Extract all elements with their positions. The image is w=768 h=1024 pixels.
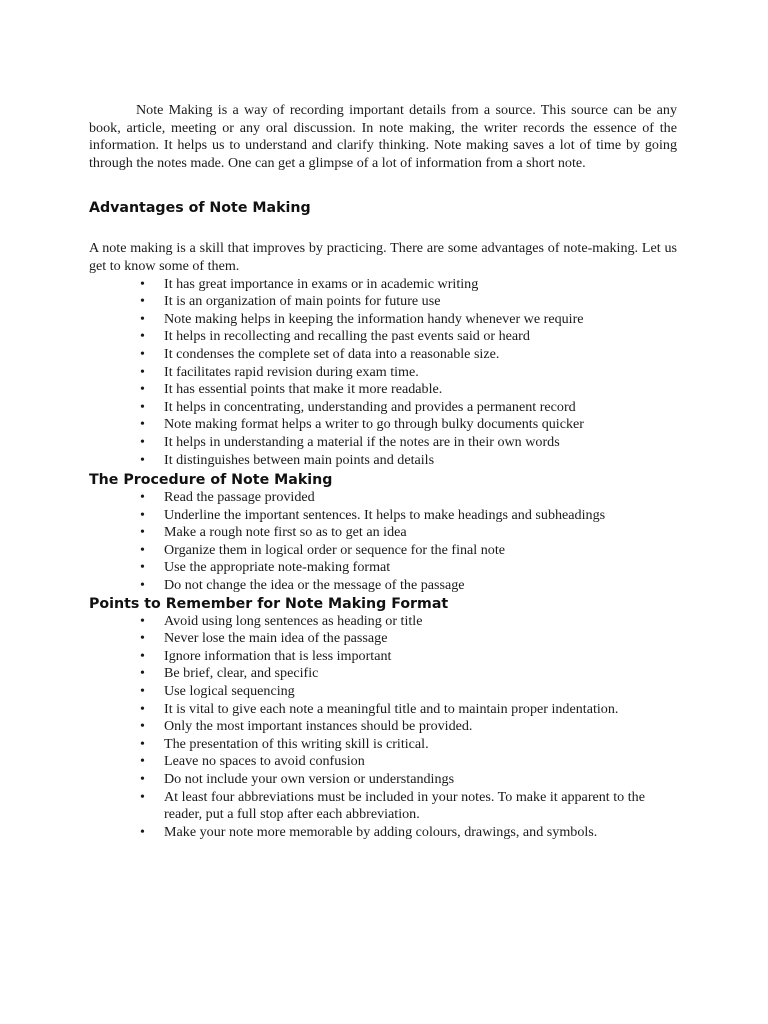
points-heading: Points to Remember for Note Making Format bbox=[89, 595, 449, 612]
procedure-list bbox=[89, 489, 677, 595]
list-item: • It is vital to give each note a meaningful title and to maintain proper indentation. bbox=[89, 701, 677, 719]
list-item: • Avoid using long sentences as heading or title bbox=[89, 613, 677, 631]
list-item: • It has essential points that make it more readable. bbox=[89, 381, 677, 399]
list-item: • Read the passage provided bbox=[89, 489, 677, 507]
list-item: • Only the most important instances should be provided. bbox=[89, 718, 677, 736]
list-item: • Use logical sequencing bbox=[89, 683, 677, 701]
advantages-list bbox=[89, 276, 677, 470]
list-item: • Make a rough note first so as to get an idea bbox=[89, 524, 677, 542]
list-item: • It is an organization of main points for future use bbox=[89, 293, 677, 311]
list-item: • Be brief, clear, and specific bbox=[89, 665, 677, 683]
list-item: • Organize them in logical order or sequence for the final note bbox=[89, 542, 677, 560]
list-item: • It helps in concentrating, understanding and provides a permanent record bbox=[89, 399, 677, 417]
list-item: • It helps in understanding a material if the notes are in their own words bbox=[89, 434, 677, 452]
list-item: • Note making format helps a writer to go through bulky documents quicker bbox=[89, 416, 677, 434]
points-list bbox=[89, 613, 677, 842]
intro-paragraph: Note Making is a way of recording important details from a source. This source can be any book, article, meeting or any oral discussion. In note making, the writer records the essence of the information. It helps us to understand and clarify thinking. Note making saves a lot of time by going through the notes made. One can get a glimpse of a lot of information from a short note. bbox=[89, 102, 677, 171]
list-item: • Never lose the main idea of the passage bbox=[89, 630, 677, 648]
list-item: • Leave no spaces to avoid confusion bbox=[89, 753, 677, 771]
list-item: • Make your note more memorable by adding colours, drawings, and symbols. bbox=[89, 824, 677, 842]
list-item: • At least four abbreviations must be included in your notes. To make it apparent to the reader, put a full stop after each abbreviation. bbox=[89, 789, 677, 824]
list-item: • It condenses the complete set of data into a reasonable size. bbox=[89, 346, 677, 364]
advantages-intro-paragraph: A note making is a skill that improves by practicing. There are some advantages of note-making. Let us get to know some of them. bbox=[89, 240, 677, 274]
list-item: • It facilitates rapid revision during exam time. bbox=[89, 364, 677, 382]
list-item: • The presentation of this writing skill is critical. bbox=[89, 736, 677, 754]
advantages-heading: Advantages of Note Making bbox=[89, 200, 311, 217]
list-item: • Underline the important sentences. It helps to make headings and subheadings bbox=[89, 507, 677, 525]
list-item: • Do not include your own version or understandings bbox=[89, 771, 677, 789]
list-item: • It distinguishes between main points and details bbox=[89, 452, 677, 470]
document-page bbox=[89, 102, 677, 841]
list-item: • Do not change the idea or the message of the passage bbox=[89, 577, 677, 595]
list-item: • It helps in recollecting and recalling the past events said or heard bbox=[89, 328, 677, 346]
list-item: • Note making helps in keeping the information handy whenever we require bbox=[89, 311, 677, 329]
procedure-heading: The Procedure of Note Making bbox=[89, 472, 333, 489]
list-item: • Use the appropriate note-making format bbox=[89, 559, 677, 577]
list-item: • It has great importance in exams or in academic writing bbox=[89, 276, 677, 294]
list-item: • Ignore information that is less important bbox=[89, 648, 677, 666]
